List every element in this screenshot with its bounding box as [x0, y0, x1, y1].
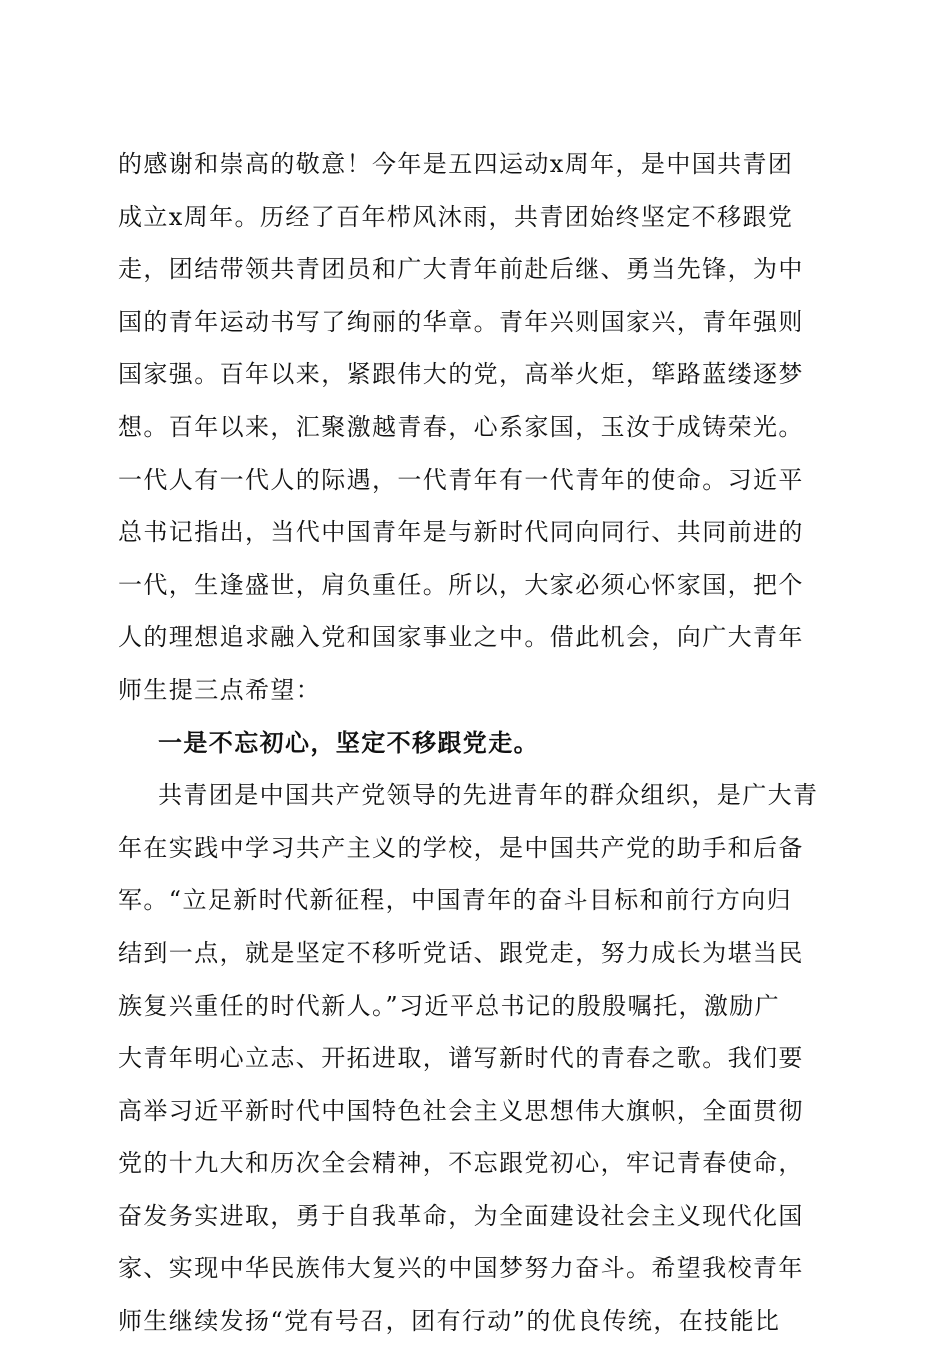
text-line: 家、实现中华民族伟大复兴的中国梦努力奋斗。希望我校青年: [118, 1254, 804, 1283]
text-line: 年在实践中学习共产主义的学校，是中国共产党的助手和后备: [118, 833, 804, 862]
text-line: 师生提三点希望：: [118, 675, 322, 704]
text-line: 国家强。百年以来，紧跟伟大的党，高举火炬，筚路蓝缕逐梦: [118, 360, 804, 389]
paragraph-first-line: 共青团是中国共产党领导的先进青年的群众组织，是广大青: [158, 781, 819, 810]
text-line: 军。“立足新时代新征程，中国青年的奋斗目标和前行方向归: [118, 886, 793, 915]
text-line: 总书记指出，当代中国青年是与新时代同向同行、共同前进的: [118, 518, 804, 547]
text-line: 师生继续发扬“党有号召，团有行动”的优良传统，在技能比: [118, 1307, 781, 1336]
text-line: 党的十九大和历次全会精神，不忘跟党初心，牢记青春使命，: [118, 1149, 804, 1178]
section-heading: 一是不忘初心，坚定不移跟党走。: [158, 727, 539, 757]
text-line: 结到一点，就是坚定不移听党话、跟党走，努力成长为堪当民: [118, 938, 804, 967]
text-line: 人的理想追求融入党和国家事业之中。借此机会，向广大青年: [118, 623, 804, 652]
text-line: 国的青年运动书写了绚丽的华章。青年兴则国家兴，青年强则: [118, 307, 804, 336]
text-line: 走，团结带领共青团员和广大青年前赴后继、勇当先锋，为中: [118, 255, 804, 284]
text-line: 一代，生逢盛世，肩负重任。所以，大家必须心怀家国，把个: [118, 570, 804, 599]
text-line: 成立x周年。历经了百年栉风沐雨，共青团始终坚定不移跟党: [118, 202, 794, 231]
text-line: 奋发务实进取，勇于自我革命，为全面建设社会主义现代化国: [118, 1201, 804, 1230]
text-line: 族复兴重任的时代新人。”习近平总书记的殷殷嘱托，激励广: [118, 991, 781, 1020]
text-line: 的感谢和崇高的敬意！今年是五四运动x周年，是中国共青团: [118, 150, 794, 178]
text-line: 大青年明心立志、开拓进取，谱写新时代的青春之歌。我们要: [118, 1044, 804, 1073]
text-line: 一代人有一代人的际遇，一代青年有一代青年的使命。习近平: [118, 465, 804, 494]
text-line: 想。百年以来，汇聚激越青春，心系家国，玉汝于成铸荣光。: [118, 412, 804, 441]
body-text: [118, 138, 838, 1348]
text-line: 高举习近平新时代中国特色社会主义思想伟大旗帜，全面贯彻: [118, 1096, 804, 1125]
